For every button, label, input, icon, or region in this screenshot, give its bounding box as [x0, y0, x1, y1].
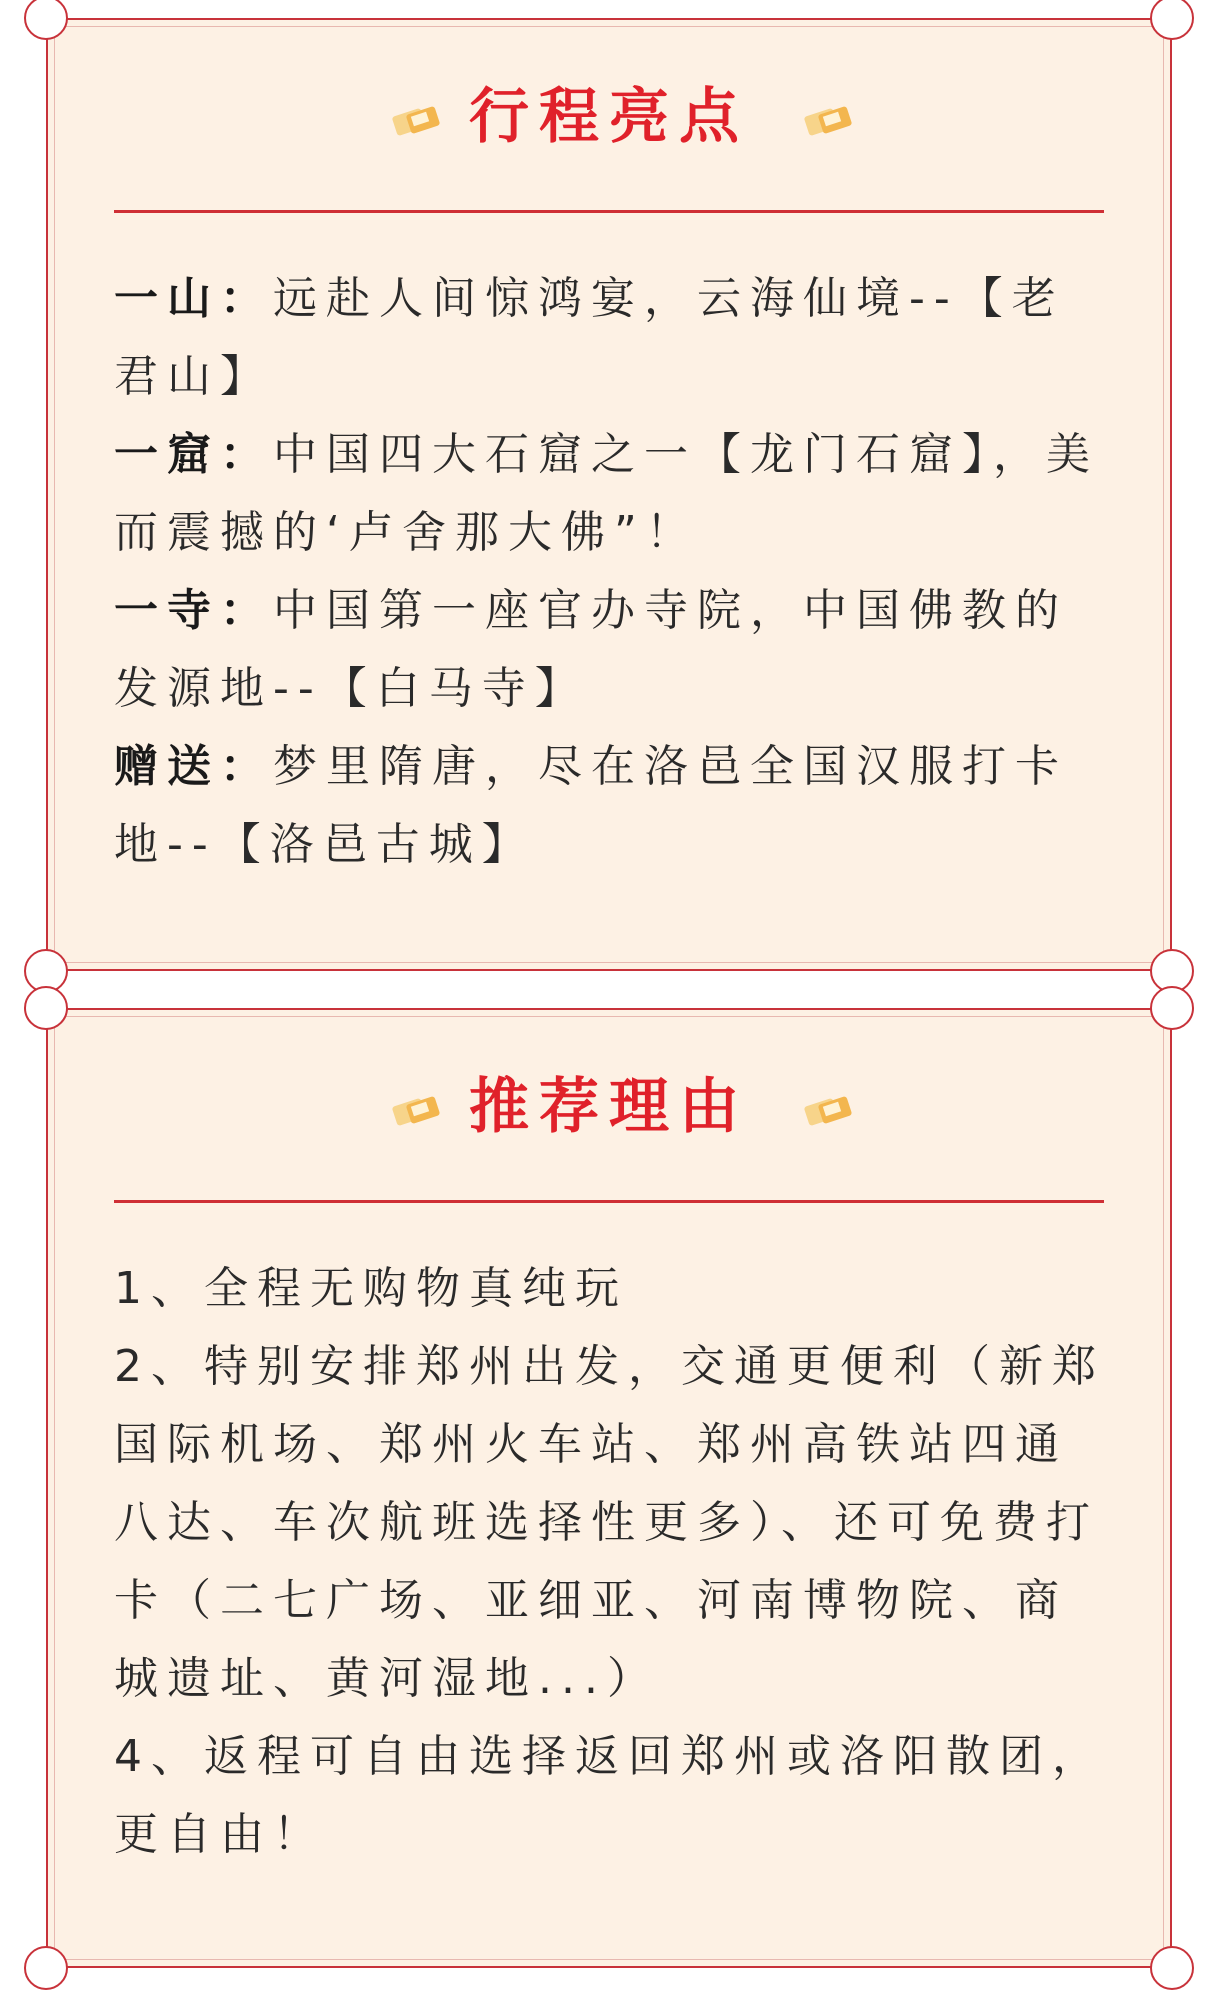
corner-notch [24, 0, 68, 40]
ticket-deco-icon [800, 102, 856, 142]
highlight-label: 一山： [114, 273, 273, 324]
highlight-label: 赠送： [114, 741, 273, 792]
highlights-panel [46, 18, 1172, 971]
section-title: 行程亮点 [469, 82, 749, 152]
highlight-text: 远赴人间惊鸿宴，云海仙境--【老君山】 [114, 273, 1065, 402]
reasons-list [114, 1250, 1114, 1874]
section-title: 推荐理由 [469, 1072, 749, 1142]
reason-item: 2、特别安排郑州出发，交通更便利（新郑国际机场、郑州火车站、郑州高铁站四通八达、车次航班选择性更多）、还可免费打卡（二七广场、亚细亚、河南博物院、商城遗址、黄河湿地...） [114, 1341, 1105, 1704]
highlight-text: 中国第一座官办寺院，中国佛教的发源地--【白马寺】 [114, 585, 1068, 714]
corner-notch [1150, 0, 1194, 40]
highlight-item [114, 572, 1114, 728]
corner-notch [24, 1946, 68, 1990]
corner-notch [1150, 1946, 1194, 1990]
highlight-label: 一寺： [114, 585, 273, 636]
reasons-panel [46, 1008, 1172, 1968]
reason-item: 4、返程可自由选择返回郑州或洛阳散团，更自由！ [114, 1731, 1105, 1860]
divider [114, 1200, 1104, 1203]
corner-notch [1150, 986, 1194, 1030]
highlights-list [114, 260, 1114, 884]
highlight-text: 梦里隋唐，尽在洛邑全国汉服打卡地--【洛邑古城】 [114, 741, 1068, 870]
highlight-label: 一窟： [114, 429, 273, 480]
divider [114, 210, 1104, 213]
ticket-deco-icon [800, 1092, 856, 1132]
reason-item: 1、全程无购物真纯玩 [114, 1263, 628, 1314]
highlight-item [114, 260, 1114, 416]
highlight-item [114, 416, 1114, 572]
highlight-text: 中国四大石窟之一【龙门石窟】，美而震撼的‘卢舍那大佛”！ [114, 429, 1099, 558]
corner-notch [24, 986, 68, 1030]
highlight-item [114, 728, 1114, 884]
